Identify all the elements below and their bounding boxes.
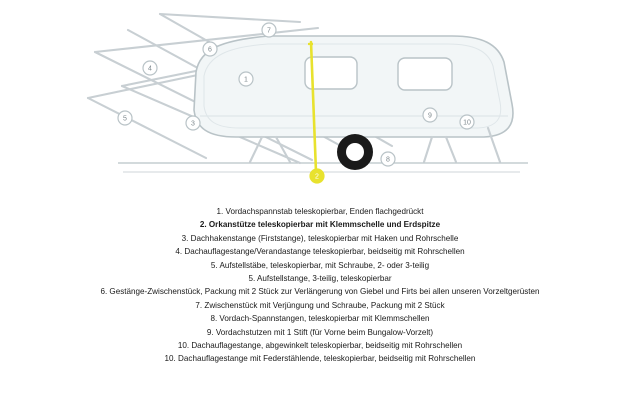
svg-text:1: 1 <box>244 76 248 84</box>
list-item: 4. Dachauflagestange/Verandastange teleskopierbar, beidseitig mit Rohrschellen <box>175 247 465 257</box>
marker-10 <box>460 115 474 129</box>
list-item: 6. Gestänge-Zwischenstück, Packung mit 2 Stück zur Verlängerung von Giebel und Firts bei allen unseren Vorzeltgerüsten <box>100 287 540 297</box>
svg-text:3: 3 <box>191 120 195 128</box>
marker-6 <box>203 42 217 56</box>
list-item: 10. Dachauflagestange mit Federstählende, teleskopierbar, beidseitig mit Rohrschellen <box>164 354 476 364</box>
list-item: 10. Dachauflagestange, abgewinkelt teleskopierbar, beidseitig mit Rohrschellen <box>177 341 463 351</box>
list-item: 3. Dachhakenstange (Firststange), teleskopierbar mit Haken und Rohrschelle <box>181 233 459 243</box>
list-item: 8. Vordach-Spannstangen, teleskopierbar mit Klemmschellen <box>210 314 430 324</box>
svg-text:7: 7 <box>267 27 271 35</box>
svg-text:10: 10 <box>463 119 471 127</box>
list-item: 7. Zwischenstück mit Verjüngung und Schraube, Packung mit 2 Stück <box>195 300 445 310</box>
marker-8 <box>381 152 395 166</box>
caravan-wheel <box>337 134 373 170</box>
caravan-window-right <box>398 58 452 90</box>
list-item: 5. Aufstellstange, 3-teilig, teleskopierbar <box>248 274 392 284</box>
marker-2-highlight <box>310 169 324 183</box>
marker-9 <box>423 108 437 122</box>
list-item: 9. Vordachstutzen mit 1 Stift (für Vorne beim Bungalow-Vorzelt) <box>206 327 434 337</box>
marker-7 <box>262 23 276 37</box>
marker-5 <box>118 111 132 125</box>
list-item: 2. Orkanstütze teleskopierbar mit Klemmschelle und Erdspitze <box>199 220 441 230</box>
svg-text:2: 2 <box>315 173 319 181</box>
marker-3 <box>186 116 200 130</box>
svg-text:8: 8 <box>386 156 390 164</box>
marker-4 <box>143 61 157 75</box>
list-item: 5. Aufstellstäbe, teleskopierbar, mit Schraube, 2- oder 3-teilig <box>210 260 430 270</box>
svg-text:4: 4 <box>148 65 152 73</box>
legend-list <box>0 205 640 366</box>
list-item: 1. Vordachspannstab teleskopierbar, Enden flachgedrückt <box>216 207 424 216</box>
svg-text:9: 9 <box>428 112 432 120</box>
marker-1 <box>239 72 253 86</box>
svg-text:6: 6 <box>208 46 212 54</box>
svg-text:5: 5 <box>123 115 127 123</box>
